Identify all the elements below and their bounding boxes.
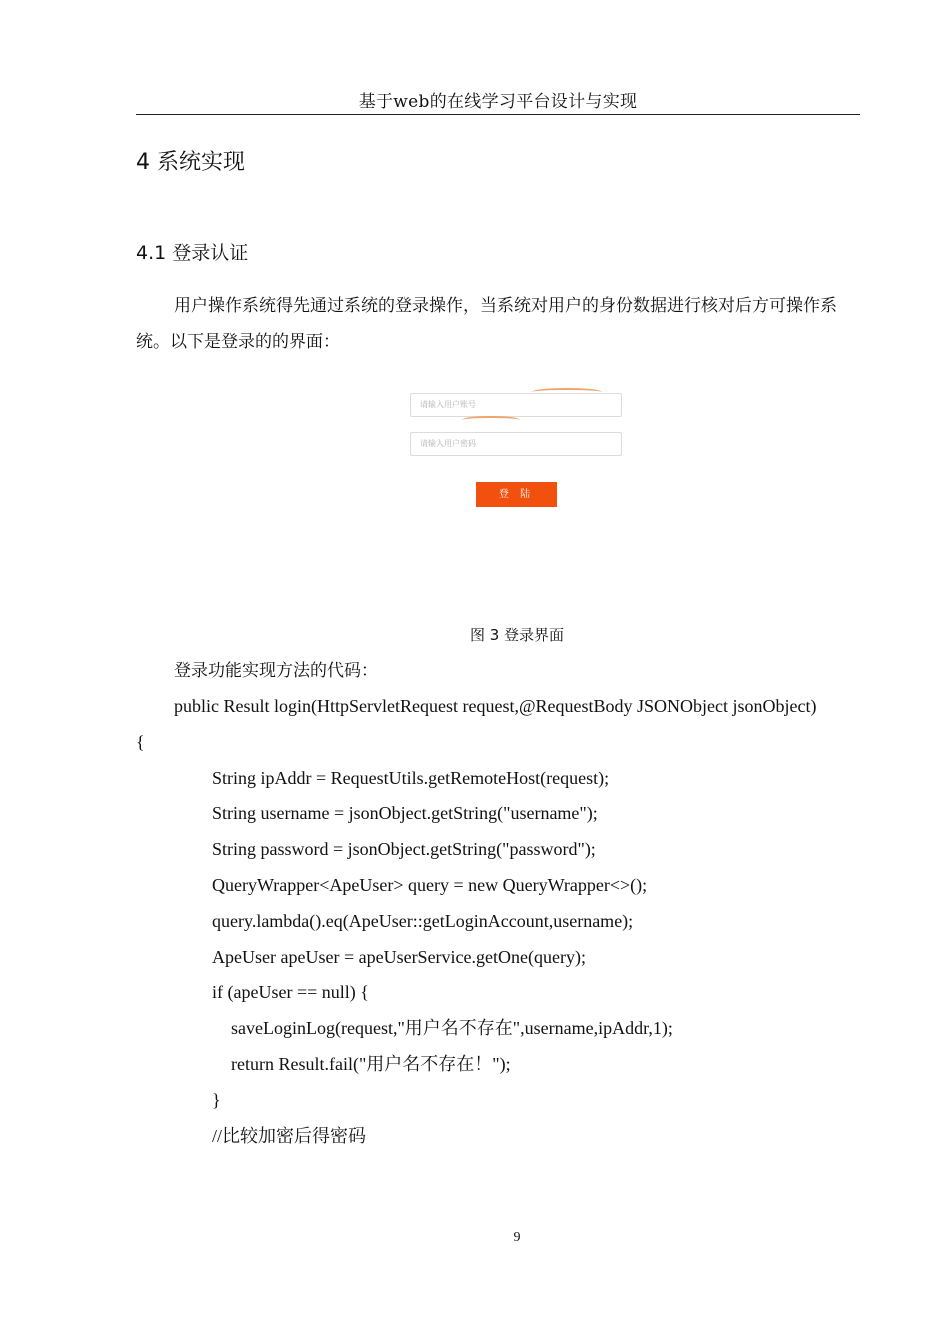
- decorative-swoosh: [462, 416, 520, 424]
- section-heading: 4 系统实现: [136, 150, 245, 175]
- running-header: 基于web的在线学习平台设计与实现: [358, 92, 638, 112]
- code-block: [136, 689, 876, 1154]
- code-line: QueryWrapper<ApeUser> query = new QueryWrapper<>();: [212, 874, 648, 895]
- intro-paragraph: 用户操作系统得先通过系统的登录操作，当系统对用户的身份数据进行核对后方可操作系统。以下是登录的的界面：: [136, 296, 837, 352]
- code-line: if (apeUser == null) {: [212, 982, 369, 1003]
- figure-caption: 图 3 登录界面: [469, 626, 565, 644]
- subsection-heading: 4.1 登录认证: [136, 242, 249, 264]
- code-line: }: [212, 1089, 221, 1110]
- password-input: 请输入用户密码: [410, 432, 622, 456]
- code-line: String ipAddr = RequestUtils.getRemoteHost(request);: [212, 767, 610, 788]
- code-line: ApeUser apeUser = apeUserService.getOne(query);: [212, 946, 586, 967]
- code-line: query.lambda().eq(ApeUser::getLoginAccount,username);: [212, 910, 634, 931]
- page-number: 9: [513, 1230, 521, 1245]
- login-button: 登 陆: [476, 482, 557, 507]
- code-comment: //比较加密后得密码: [212, 1125, 367, 1146]
- code-intro: 登录功能实现方法的代码：: [174, 661, 378, 681]
- code-line: String username = jsonObject.getString("username");: [212, 803, 598, 824]
- code-line: {: [136, 731, 145, 752]
- code-line: saveLoginLog(request,"用户名不存在",username,ipAddr,1);: [231, 1018, 673, 1039]
- login-screenshot-figure: [404, 382, 630, 514]
- header-rule: [136, 114, 860, 115]
- username-input: 请输入用户账号: [410, 393, 622, 417]
- code-line: String password = jsonObject.getString("password");: [212, 839, 596, 860]
- code-line: public Result login(HttpServletRequest request,@RequestBody JSONObject jsonObject): [174, 696, 817, 716]
- code-line: return Result.fail("用户名不存在！");: [231, 1053, 511, 1074]
